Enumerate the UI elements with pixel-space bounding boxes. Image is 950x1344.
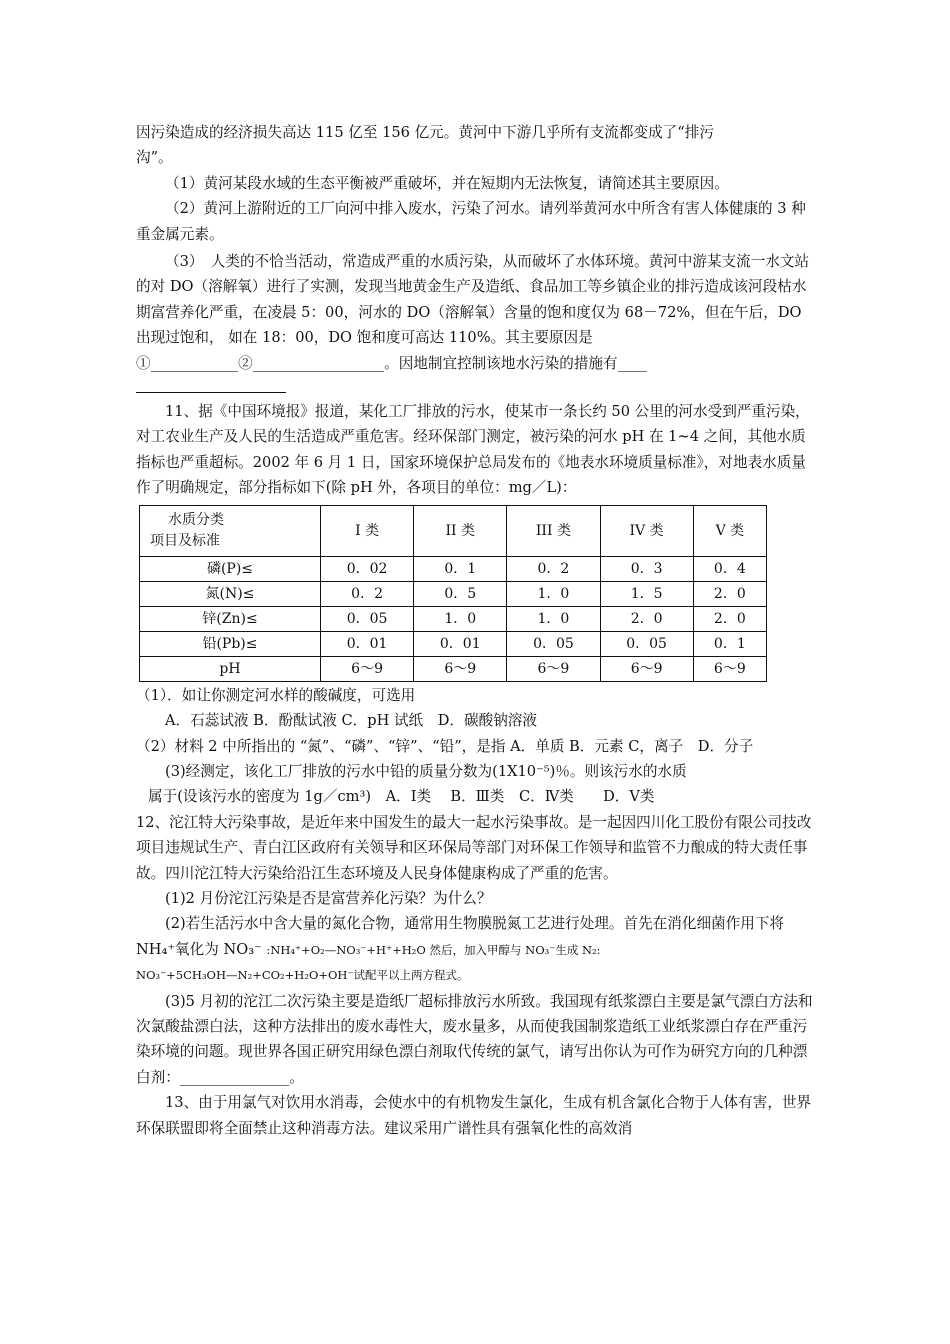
q11-part-3-line-1: (3)经测定，该化工厂排放的污水中铅的质量分数为(1X10⁻⁵)％。则该污水的水质 [165,762,687,780]
row-label: 锌(Zn)≤ [140,606,321,631]
table-header-row [140,505,767,556]
table-cell: 0．01 [321,631,414,656]
table-cell: 0．05 [321,606,414,631]
table-cell: 0．5 [414,581,507,606]
q11-part-3-line-2: 属于(设该污水的密度为 1g／cm³) A．Ⅰ类 B．Ⅲ类 C．Ⅳ类 D．Ⅴ类 [148,788,655,806]
table-cell: 6～9 [321,656,414,681]
table-cell: 0．2 [321,581,414,606]
q12-equation-1: :NH₄⁺+O₂—NO₃⁻+H⁺+H₂O 然后，加入甲醇与 NO₃⁻生成 N₂: [266,942,601,957]
q11-part-1-options: A．石蕊试液 B．酚酞试液 C．pH 试纸 D．碳酸钠溶液 [165,712,537,730]
q12-intro: 12、沱江特大污染事故，是近年来中国发生的最大一起水污染事故。是一起因四川化工股份有限公司技改项目违规试生产、青白江区政府有关领导和区环保局等部门对环保工作领导和监管不力酿成的特大责任事故。四川沱江特大污染给沿江生态环境及人民身体健康构成了严重的危害。 [136,813,812,882]
table-cell: 0．02 [321,556,414,581]
answer-blank-line [136,380,286,393]
q11-part-1: （1）．如让你测定河水样的酸碱度，可选用 [136,686,416,704]
q12-part-3: (3)5 月初的沱江二次污染主要是造纸厂超标排放污水所致。我国现有纸浆漂白主要是氯气漂白方法和次氯酸盐漂白法，这种方法排出的废水毒性大，废水量多，从而使我国制浆造纸工业纸浆漂白存在严重污染环境的问题。现世界各国正研究用绿色漂白剂取代传统的氯气，请写出你认为可作为研究方向的几种漂白剂：_______________。 [136,992,813,1086]
column-header: IV 类 [600,505,693,556]
column-header: III 类 [507,505,600,556]
water-quality-table [139,505,767,682]
q11-part-2: （2）材料 2 中所指出的 “氮”、“磷”、“锌”、“铅”，是指 A．单质 B．元素 C，离子 D．分子 [136,737,754,755]
table-cell: 1．5 [600,581,693,606]
q12-part-1: (1)2 月份沱江污染是否是富营养化污染？为什么？ [165,889,492,907]
table-cell: 0．05 [600,631,693,656]
table-cell: 0．05 [507,631,600,656]
table-cell: 2．0 [693,581,766,606]
table-cell: 1．0 [414,606,507,631]
table-cell: 6～9 [507,656,600,681]
table-cell: 0．01 [414,631,507,656]
row-label: 磷(P)≤ [140,556,321,581]
q10-part-2: （2）黄河上游附近的工厂向河中排入废水，污染了河水。请列举黄河水中所含有害人体健康的 3 种重金属元素。 [136,200,806,243]
table-cell: 0．1 [414,556,507,581]
table-cell: 6～9 [693,656,766,681]
q10-part-1: （1）黄河某段水域的生态平衡被严重破坏，并在短期内无法恢复，请简述其主要原因。 [165,174,729,192]
table-cell: 6～9 [600,656,693,681]
table-row [140,606,767,631]
table-cell: 1．0 [507,606,600,631]
header-line-1: 水质分类 [168,511,224,528]
intro-line-2: 沟”。 [136,149,173,167]
column-header: V 类 [693,505,766,556]
table-row [140,631,767,656]
table-cell: 6～9 [414,656,507,681]
table-cell: 0．2 [507,556,600,581]
table-row [140,656,767,681]
q12-part-2 [136,911,816,963]
row-label: 氮(N)≤ [140,581,321,606]
header-line-2: 项目及标准 [150,532,220,549]
table-cell: 0．4 [693,556,766,581]
q13-intro: 13、由于用氯气对饮用水消毒，会使水中的有机物发生氯化，生成有机含氯化合物于人体有害，世界环保联盟即将全面禁止这种消毒方法。建议采用广谱性具有强氧化性的高效消 [136,1094,812,1137]
table-row [140,581,767,606]
intro-line-1: 因污染造成的经济损失高达 115 亿至 156 亿元。黄河中下游几乎所有支流都变成了“排污 [136,124,714,141]
row-label: pH [140,656,321,681]
document-page [136,120,816,1141]
table-corner-header [140,505,321,556]
q10-part-3: （3） 人类的不恰当活动，常造成严重的水质污染，从而破坏了水体环境。黄河中游某支流一水文站的对 DO（溶解氧）进行了实测，发现当地黄金生产及造纸、食品加工等乡镇企业的排污造成该河段枯水期富营养化严重，在凌晨 5：00，河水的 DO（溶解氧）含量的饱和度仅为 68－72%，但在午后，DO 出现过饱和， 如在 18：00，DO 饱和度可高达 110%。其主要原因是①____________②__________________。因地制宜控制该地水污染的措施有____ [136,253,810,372]
q12-part-2-text: (2)若生活污水中含大量的氮化合物，通常用生物膜脱氮工艺进行处理。首先在消化细菌作用下将 NH₄⁺氧化为 NO₃⁻ [136,915,785,958]
table-row [140,556,767,581]
table-cell: 0．1 [693,631,766,656]
table-cell: 0．3 [600,556,693,581]
table-cell: 1．0 [507,581,600,606]
q11-intro: 11、据《中国环境报》报道，某化工厂排放的污水，使某市一条长约 50 公里的河水受到严重污染，对工农业生产及人民的生活造成严重危害。经环保部门测定，被污染的河水 pH 在 1~4 之间，其他水质指标也严重超标。2002 年 6 月 1 日，国家环境保护总局发布的《地表水环境质量标准》，对地表水质量作了明确规定，部分指标如下(除 pH 外，各项目的单位：mg／L)： [136,403,810,497]
column-header: I 类 [321,505,414,556]
table-cell: 2．0 [693,606,766,631]
column-header: II 类 [414,505,507,556]
table-cell: 2．0 [600,606,693,631]
q12-equation-2: NO₃⁻+5CH₃OH—N₂+CO₂+H₂O+OH⁻试配平以上两方程式。 [136,968,469,983]
row-label: 铅(Pb)≤ [140,631,321,656]
